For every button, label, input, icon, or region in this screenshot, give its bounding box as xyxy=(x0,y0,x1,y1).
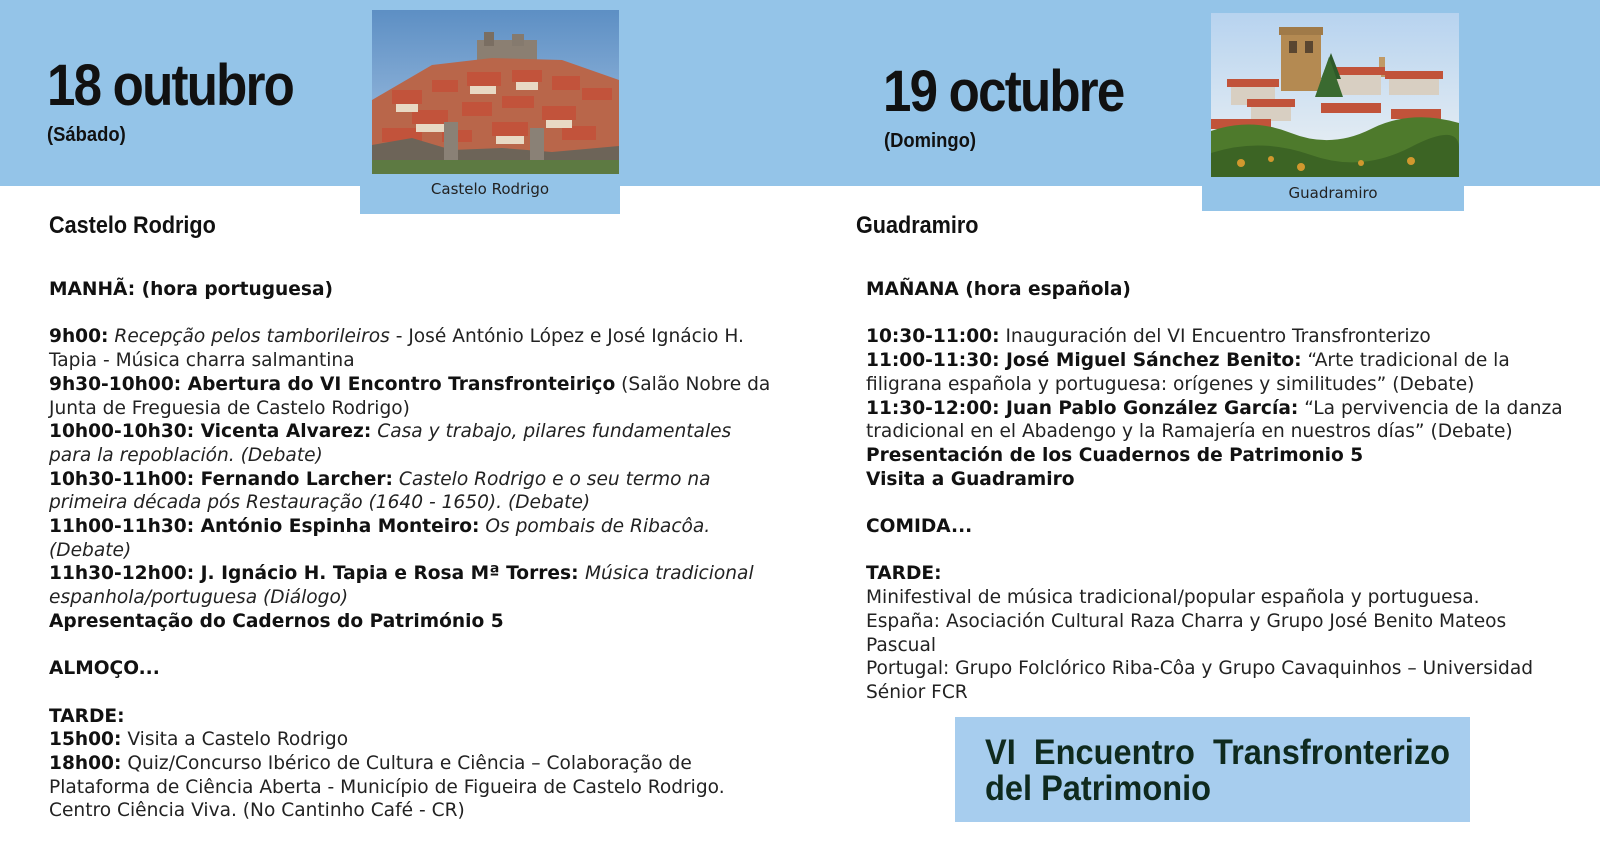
schedule-item: 9h30-10h00: Abertura do VI Encontro Transfronteiriço (Salão Nobre da Junta de Freguesia de Castelo Rodrigo) xyxy=(49,373,771,419)
schedule-item: 11h00-11h30: António Espinha Monteiro: Os pombais de Ribacôa. (Debate) xyxy=(49,516,711,561)
banner-word: VI xyxy=(985,733,1016,772)
schedule-item: 11:30-12:00: Juan Pablo González García: “La pervivencia de la danza tradicional en el Abadengo y la Ramajería en nuestros días” (Debate) xyxy=(866,397,1563,443)
schedule-right xyxy=(866,278,1566,705)
afternoon-line: Portugal: Grupo Folclórico Riba-Côa y Grupo Cavaquinhos – Universidad Sénior FCR xyxy=(866,658,1534,703)
afternoon-line: España: Asociación Cultural Raza Charra y Grupo José Benito Mateos Pascual xyxy=(866,610,1507,656)
date-right: 19 octubre xyxy=(883,59,1124,124)
banner-line2: del Patrimonio xyxy=(985,769,1212,808)
event-banner xyxy=(955,717,1470,822)
schedule-item: 10:30-11:00: Inauguración del VI Encuentro Transfronterizo xyxy=(866,326,1431,348)
morning-heading-right: MAÑANA (hora española) xyxy=(866,279,1131,300)
photo-caption-right: Guadramiro xyxy=(1288,184,1378,202)
afternoon-heading-right: TARDE: xyxy=(866,563,942,585)
afternoon-heading-left: TARDE: xyxy=(49,705,125,727)
photo-caption-left: Castelo Rodrigo xyxy=(430,180,550,198)
date-left: 18 outubro xyxy=(47,53,294,118)
weekday-right: (Domingo) xyxy=(884,130,976,152)
lunch-right: COMIDA... xyxy=(866,516,973,537)
banner-word: Encuentro xyxy=(1033,733,1195,772)
presentation-right: Presentación de los Cuadernos de Patrimonio 5 xyxy=(866,444,1364,466)
guadramiro-photo xyxy=(1211,13,1459,177)
schedule-item: 11:00-11:30: José Miguel Sánchez Benito: “Arte tradicional de la filigrana española y portuguesa: orígenes y similitudes” (Debate) xyxy=(866,350,1510,395)
place-left: Castelo Rodrigo xyxy=(49,212,216,239)
morning-heading-left: MANHÃ: (hora portuguesa) xyxy=(49,279,334,300)
schedule-item: 15h00: Visita a Castelo Rodrigo xyxy=(49,729,349,751)
schedule-item: 11h30-12h00: J. Ignácio H. Tapia e Rosa Mª Torres: Música tradicional espanhola/portuguesa (Diálogo) xyxy=(49,563,754,609)
afternoon-line: Minifestival de música tradicional/popular española y portuguesa. xyxy=(866,587,1480,609)
schedule-item: 10h30-11h00: Fernando Larcher: Castelo Rodrigo e o seu termo na primeira década pós Restauração (1640 - 1650). (Debate) xyxy=(49,468,711,514)
weekday-left: (Sábado) xyxy=(47,124,126,146)
banner-word: Transfronterizo xyxy=(1213,733,1450,772)
schedule-left xyxy=(49,278,779,823)
presentation-left: Apresentação do Cadernos do Património 5 xyxy=(49,610,504,632)
visit-right: Visita a Guadramiro xyxy=(866,468,1075,490)
lunch-left: ALMOÇO... xyxy=(49,658,160,680)
place-right: Guadramiro xyxy=(856,212,979,239)
schedule-item: 18h00: Quiz/Concurso Ibérico de Cultura e Ciência – Colaboração de Plataforma de Ciência Aberta - Município de Figueira de Castelo Rodrigo. Centro Ciência Viva. (No Cantinho Café - CR) xyxy=(49,753,725,822)
event-banner-title xyxy=(985,733,1450,808)
schedule-item: 10h00-10h30: Vicenta Alvarez: Casa y trabajo, pilares fundamentales para la repoblación. (Debate) xyxy=(49,421,732,466)
schedule-item: 9h00: Recepção pelos tamborileiros - José António López e José Ignácio H. Tapia - Música charra salmantina xyxy=(49,326,744,372)
castelo-rodrigo-photo xyxy=(372,10,619,174)
